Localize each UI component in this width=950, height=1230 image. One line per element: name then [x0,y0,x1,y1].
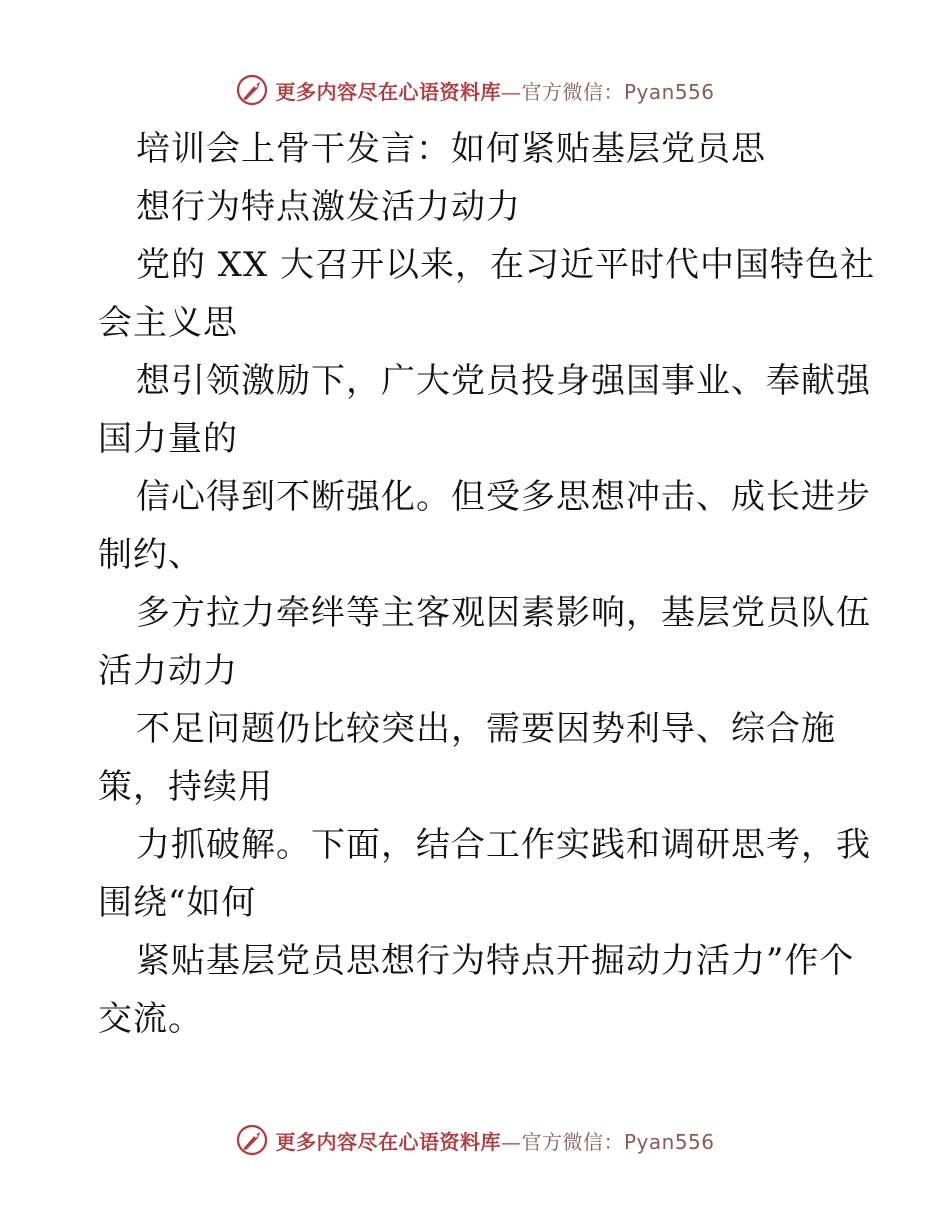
pen-nib-circle-logo-icon [235,1123,269,1157]
watermark-label: 官方微信： [521,1129,624,1154]
watermark-id: Pyan556 [623,1129,715,1154]
watermark-dash: — [500,79,522,104]
text-line: 策，持续用 [98,767,273,807]
text-line: 制约、 [98,535,203,575]
text-line: 紧贴基层党员思想行为特点开掘动力活力”作个 [136,941,855,981]
watermark-text [275,76,714,105]
text-line: 多方拉力牵绊等主客观因素影响，基层党员队伍 [136,593,871,633]
footer-watermark [0,1120,950,1160]
text-line: 活力动力 [98,651,238,691]
text-line: 信心得到不断强化。但受多思想冲击、成长进步 [136,477,871,517]
watermark-main: 更多内容尽在心语资料库 [275,1129,501,1154]
header-watermark [0,70,950,110]
text-line: 党的 XX 大召开以来，在习近平时代中国特色社 [136,245,876,285]
text-line: 不足问题仍比较突出，需要因势利导、综合施 [136,709,836,749]
watermark-main: 更多内容尽在心语资料库 [275,79,501,104]
text-line: 交流。 [98,999,203,1039]
document-body [98,120,876,1048]
text-line: 国力量的 [98,419,238,459]
text-line: 力抓破解。下面，结合工作实践和调研思考，我 [136,825,871,865]
text-line: 想引领激励下，广大党员投身强国事业、奉献强 [136,361,871,401]
watermark-id: Pyan556 [623,79,715,104]
text-line: 围绕“如何 [98,883,257,923]
pen-nib-circle-logo-icon [235,73,269,107]
text-line: 想行为特点激发活力动力 [136,187,521,227]
watermark-text [275,1126,714,1155]
text-line: 培训会上骨干发言：如何紧贴基层党员思 [136,129,766,169]
watermark-label: 官方微信： [521,79,624,104]
text-line: 会主义思 [98,303,238,343]
watermark-dash: — [500,1129,522,1154]
